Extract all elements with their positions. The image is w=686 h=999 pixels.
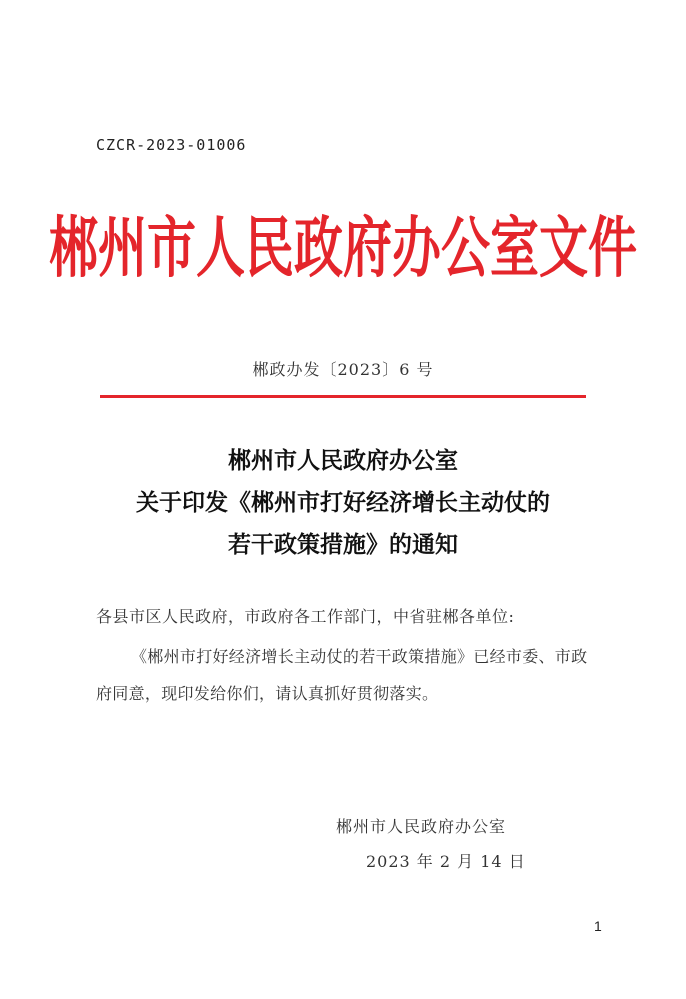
issue-number: 郴政办发〔2023〕6 号 [252, 360, 434, 379]
notice-title-line: 郴州市人民政府办公室 [228, 447, 458, 474]
signature-organization: 郴州市人民政府办公室 [336, 817, 507, 836]
notice-title [0, 440, 686, 566]
notice-title-line: 若干政策措施》的通知 [228, 531, 458, 558]
page-number: 1 [594, 918, 602, 934]
body-paragraph: 《郴州市打好经济增长主动仗的若干政策措施》已经市委、市政府同意，现印发给你们，请认真抓好贯彻落实。 [96, 647, 588, 703]
notice-title-line: 关于印发《郴州市打好经济增长主动仗的 [136, 489, 550, 516]
salutation: 各县市区人民政府，市政府各工作部门，中省驻郴各单位: [96, 607, 515, 626]
document-code: CZCR-2023-01006 [96, 136, 247, 154]
red-divider-line [100, 395, 586, 398]
masthead-title: 郴州市人民政府办公室文件 [48, 208, 637, 287]
signature-date: 2023 年 2 月 14 日 [366, 852, 526, 871]
